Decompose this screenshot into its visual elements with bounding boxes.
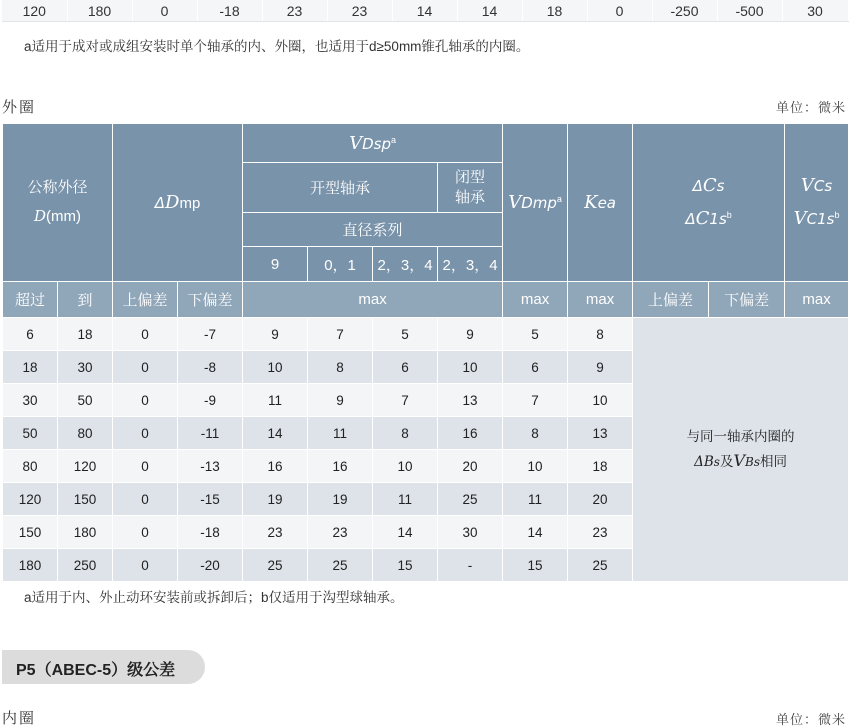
symbol: V: [733, 451, 746, 470]
table-cell: 7: [308, 318, 373, 351]
table-cell: 8: [503, 417, 568, 450]
header-max: max: [243, 282, 503, 318]
table-cell: 7: [503, 384, 568, 417]
table-cell: 9: [568, 351, 633, 384]
table-cell: 23: [568, 516, 633, 549]
superscript: a: [556, 194, 562, 204]
header-max: max: [503, 282, 568, 318]
header-vcs: [785, 124, 849, 282]
table-cell: 8: [568, 318, 633, 351]
header-lower: 下偏差: [178, 282, 243, 318]
superscript: b: [834, 209, 840, 220]
table-cell: 5: [373, 318, 438, 351]
header-delta-dmp: [113, 124, 243, 282]
table-cell: 50: [3, 417, 58, 450]
table-cell: 80: [58, 417, 113, 450]
table-cell: 9: [438, 318, 503, 351]
symbol: V: [349, 132, 363, 154]
delta-symbol: Δ: [154, 194, 166, 212]
delta-symbol: Δ: [692, 176, 703, 195]
merged-text: 及: [719, 454, 734, 469]
series-cell: 2，3，4: [373, 247, 438, 282]
symbol: V: [800, 174, 814, 196]
table-cell: 23: [262, 0, 327, 22]
unit-label: 单位：微米: [775, 101, 846, 116]
subscript: Dmp: [521, 194, 557, 212]
table-cell: 23: [243, 516, 308, 549]
table-cell: 23: [308, 516, 373, 549]
subscript: ea: [597, 194, 616, 212]
table-cell: -500: [717, 0, 782, 22]
section-title-inner-ring: 内圈: [2, 709, 37, 727]
table-cell: 120: [3, 483, 58, 516]
table-cell: 11: [503, 483, 568, 516]
table-cell: 0: [113, 516, 178, 549]
table-cell: 250: [58, 549, 113, 582]
table-cell: 150: [3, 516, 58, 549]
table-cell: 0: [113, 417, 178, 450]
subscript: Cs: [813, 176, 833, 195]
series-cell: 2，3，4: [438, 247, 503, 282]
table-cell: 14: [243, 417, 308, 450]
subscript: C1s: [806, 209, 835, 228]
outer-ring-tolerance-table: [2, 123, 849, 582]
table-cell: 6: [503, 351, 568, 384]
table-cell: -15: [178, 483, 243, 516]
header-unit: (mm): [46, 208, 82, 225]
table-cell: 15: [373, 549, 438, 582]
table-cell: 0: [587, 0, 652, 22]
table-cell: 80: [3, 450, 58, 483]
table-cell: 23: [327, 0, 392, 22]
subscript: Bs: [745, 455, 761, 469]
section-badge-label: P5（ABEC-5）级公差: [16, 662, 176, 679]
table-cell: 18: [568, 450, 633, 483]
table-cell: -18: [197, 0, 262, 22]
previous-table-last-row: [2, 0, 849, 22]
table-cell: -7: [178, 318, 243, 351]
table-cell: -11: [178, 417, 243, 450]
delta-symbol: Δ: [694, 454, 704, 470]
footnote-bottom: a适用于内、外止动环安装前或拆卸后；b仅适用于沟型球轴承。: [24, 590, 404, 605]
unit-label: 单位：微米: [775, 713, 846, 728]
table-cell: 16: [243, 450, 308, 483]
subscript: s: [716, 176, 725, 195]
table-cell: -: [438, 549, 503, 582]
table-cell: 15: [503, 549, 568, 582]
table-cell: 10: [503, 450, 568, 483]
table-cell: 0: [113, 483, 178, 516]
table-cell: 180: [3, 549, 58, 582]
table-cell: 10: [438, 351, 503, 384]
table-cell: 11: [373, 483, 438, 516]
table-cell: 16: [308, 450, 373, 483]
table-cell: -13: [178, 450, 243, 483]
table-cell: 120: [2, 0, 67, 22]
merged-text: 与同一轴承内圈的: [686, 429, 795, 444]
table-row: [3, 318, 849, 351]
table-cell: 50: [58, 384, 113, 417]
table-cell: 14: [373, 516, 438, 549]
table-cell: 180: [67, 0, 132, 22]
table-cell: 14: [392, 0, 457, 22]
header-to: 到: [58, 282, 113, 318]
header-max: max: [785, 282, 849, 318]
table-cell: -9: [178, 384, 243, 417]
subscript: s: [713, 455, 720, 469]
table-cell: 9: [308, 384, 373, 417]
table-cell: 5: [503, 318, 568, 351]
symbol: D: [34, 207, 47, 225]
table-cell: -20: [178, 549, 243, 582]
subscript: 1s: [709, 209, 727, 228]
table-cell: 19: [243, 483, 308, 516]
table-cell: 0: [113, 549, 178, 582]
table-cell: 30: [782, 0, 848, 22]
superscript: a: [390, 134, 396, 145]
symbol: B: [703, 454, 714, 470]
symbol: D: [165, 192, 180, 213]
table-cell: 180: [58, 516, 113, 549]
table-cell: 19: [308, 483, 373, 516]
header-vdsp: [243, 124, 503, 163]
table-cell: 18: [3, 351, 58, 384]
table-cell: 14: [503, 516, 568, 549]
table-cell: 30: [58, 351, 113, 384]
table-cell: 10: [568, 384, 633, 417]
symbol: V: [793, 207, 807, 229]
merged-text: 相同: [760, 454, 788, 469]
section-title-outer-ring: 外圈: [2, 98, 37, 116]
symbol: K: [584, 192, 598, 213]
symbol: C: [702, 174, 717, 196]
table-cell: -18: [178, 516, 243, 549]
table-cell: 20: [568, 483, 633, 516]
header-label: 轴承: [455, 188, 486, 206]
table-cell: 6: [3, 318, 58, 351]
header-upper: 上偏差: [113, 282, 178, 318]
table-cell: 150: [58, 483, 113, 516]
table-row: [2, 0, 848, 22]
subscript: mp: [179, 195, 201, 212]
symbol: V: [508, 192, 522, 213]
table-cell: 120: [58, 450, 113, 483]
header-vdmp: [503, 124, 568, 282]
table-cell: 8: [373, 417, 438, 450]
series-cell: 0，1: [308, 247, 373, 282]
header-lower: 下偏差: [709, 282, 785, 318]
table-cell: 20: [438, 450, 503, 483]
table-cell: 11: [308, 417, 373, 450]
table-cell: -8: [178, 351, 243, 384]
header-kea: [568, 124, 633, 282]
table-cell: 0: [113, 318, 178, 351]
table-cell: -250: [652, 0, 717, 22]
table-cell: 25: [308, 549, 373, 582]
header-delta-cs: [633, 124, 785, 282]
merged-note-cell: [633, 318, 849, 582]
table-cell: 14: [457, 0, 522, 22]
table-cell: 13: [568, 417, 633, 450]
table-cell: 0: [113, 450, 178, 483]
table-cell: 30: [3, 384, 58, 417]
delta-symbol: Δ: [685, 209, 696, 228]
table-cell: 7: [373, 384, 438, 417]
superscript: b: [726, 209, 732, 220]
table-cell: 13: [438, 384, 503, 417]
table-cell: 30: [438, 516, 503, 549]
header-label: 公称外径: [27, 179, 88, 196]
table-cell: 0: [132, 0, 197, 22]
table-cell: 0: [113, 351, 178, 384]
header-max: max: [568, 282, 633, 318]
table-cell: 25: [438, 483, 503, 516]
header-label: 闭型: [455, 168, 486, 186]
footnote-top: a适用于成对或成组安装时单个轴承的内、外圈，也适用于d≥50mm锥孔轴承的内圈。: [24, 39, 530, 54]
table-cell: 6: [373, 351, 438, 384]
table-cell: 8: [308, 351, 373, 384]
header-diameter-series: 直径系列: [243, 213, 503, 247]
subscript: Dsp: [362, 134, 391, 153]
header-over: 超过: [3, 282, 58, 318]
table-cell: 0: [113, 384, 178, 417]
header-open-bearing: 开型轴承: [243, 163, 438, 213]
header-nominal-diameter: [3, 124, 113, 282]
table-cell: 11: [243, 384, 308, 417]
symbol: C: [695, 207, 710, 229]
table-cell: 9: [243, 318, 308, 351]
table-cell: 18: [522, 0, 587, 22]
section-badge-p5: [2, 650, 205, 684]
table-cell: 10: [373, 450, 438, 483]
table-cell: 18: [58, 318, 113, 351]
table-cell: 10: [243, 351, 308, 384]
header-upper: 上偏差: [633, 282, 709, 318]
table-cell: 16: [438, 417, 503, 450]
series-cell: 9: [243, 247, 308, 282]
table-cell: 25: [568, 549, 633, 582]
table-cell: 25: [243, 549, 308, 582]
header-closed-bearing: [438, 163, 503, 213]
